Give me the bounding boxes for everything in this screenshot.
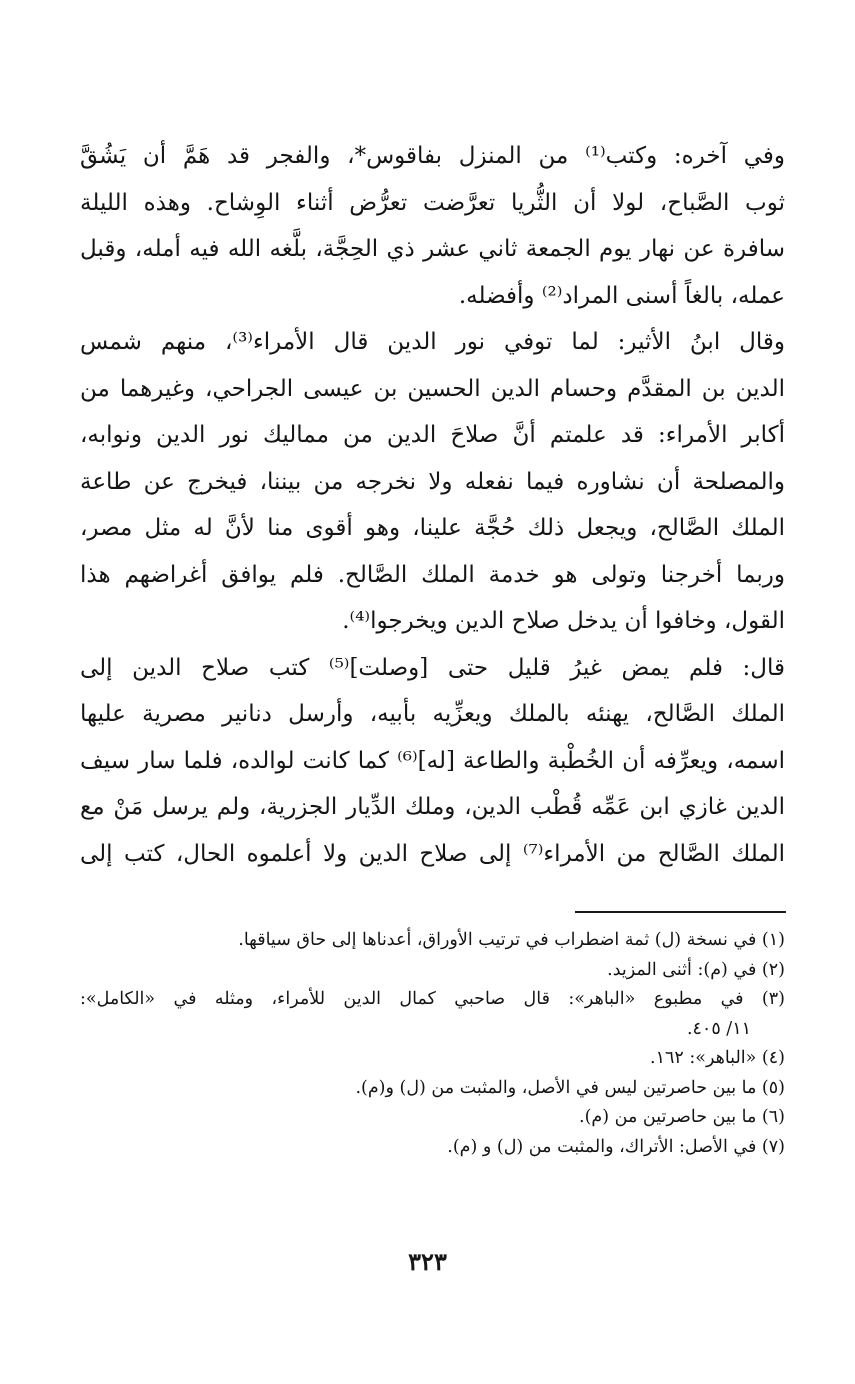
footnote: (٤) «الباهر»: ١٦٢. bbox=[650, 1048, 785, 1068]
text-line: قال: فلم يمض غيرُ قليل حتى [وصلت]⁽⁵⁾ كتب صلاح الدين إلى bbox=[80, 654, 785, 681]
text-line: والمصلحة أن نشاوره فيما نفعله ولا نخرجه من بيننا، فيخرج عن طاعة bbox=[80, 468, 785, 495]
text-line: ثوب الصَّباح، لولا أن الثُّريا تعرَّضت تعرُّض أثناء الوِشاح. وهذه الليلة bbox=[80, 189, 785, 216]
text-line: وفي آخره: وكتب⁽¹⁾ من المنزل بفاقوس*، والفجر قد هَمَّ أن يَشُقَّ bbox=[80, 143, 785, 169]
main-text bbox=[80, 133, 785, 877]
footnotes bbox=[80, 926, 785, 1162]
footnote: (٦) ما بين حاصرتين من (م). bbox=[579, 1107, 785, 1127]
footnote: (٧) في الأصل: الأتراك، والمثبت من (ل) و (م). bbox=[447, 1136, 785, 1157]
footnote: (٢) في (م): أثنى المزيد. bbox=[607, 959, 785, 980]
page-number: ٣٢٣ bbox=[408, 1247, 447, 1276]
text-line: القول، وخافوا أن يدخل صلاح الدين ويخرجوا⁽⁴⁾. bbox=[342, 608, 785, 634]
text-line: سافرة عن نهار يوم الجمعة ثاني عشر ذي الحِجَّة، بلَّغه الله فيه أمله، وقبل bbox=[80, 236, 785, 262]
footnote-divider bbox=[575, 911, 786, 913]
text-line: وقال ابنُ الأثير: لما توفي نور الدين قال الأمراء⁽³⁾، منهم شمس bbox=[80, 329, 785, 355]
footnote: (٣) في مطبوع «الباهر»: قال صاحبي كمال الدين للأمراء، ومثله في «الكامل»: bbox=[80, 989, 785, 1009]
text-line: الملك الصَّالح من الأمراء⁽⁷⁾ إلى صلاح الدين ولا أعلموه الحال، كتب إلى bbox=[80, 840, 785, 867]
footnote: (٥) ما بين حاصرتين ليس في الأصل، والمثبت من (ل) و(م). bbox=[355, 1077, 785, 1098]
text-line: الملك الصَّالح، يهنئه بالملك ويعزِّيه بأبيه، وأرسل دنانير مصرية عليها bbox=[80, 701, 785, 727]
text-line: أكابر الأمراء: قد علمتم أنَّ صلاحَ الدين من مماليك نور الدين ونوابه، bbox=[80, 422, 785, 448]
text-line: وربما أخرجنا وتولى هو خدمة الملك الصَّالح. فلم يوافق أغراضهم هذا bbox=[80, 561, 785, 588]
text-line: الدين غازي ابن عَمِّه قُطْب الدين، وملك الدِّيار الجزرية، ولم يرسل مَنْ مع bbox=[80, 794, 785, 820]
text-line: الدين بن المقدَّم وحسام الدين الحسين بن عيسى الجراحي، وغيرهما من bbox=[80, 375, 785, 402]
text-line: الملك الصَّالح، ويجعل ذلك حُجَّة علينا، وهو أقوى منا لأنَّ له مثل مصر، bbox=[80, 515, 785, 541]
text-line: عمله، بالغاً أسنى المراد⁽²⁾ وأفضله. bbox=[458, 282, 785, 309]
footnote: (١) في نسخة (ل) ثمة اضطراب في ترتيب الأوراق، أعدناها إلى حاق سياقها. bbox=[238, 930, 785, 950]
text-line: اسمه، ويعرِّفه أن الخُطْبة والطاعة [له]⁽⁶⁾ كما كانت لوالده، فلما سار سيف bbox=[80, 747, 785, 774]
footnote-continuation: ١١/ ٤٠٥. bbox=[686, 1018, 751, 1039]
